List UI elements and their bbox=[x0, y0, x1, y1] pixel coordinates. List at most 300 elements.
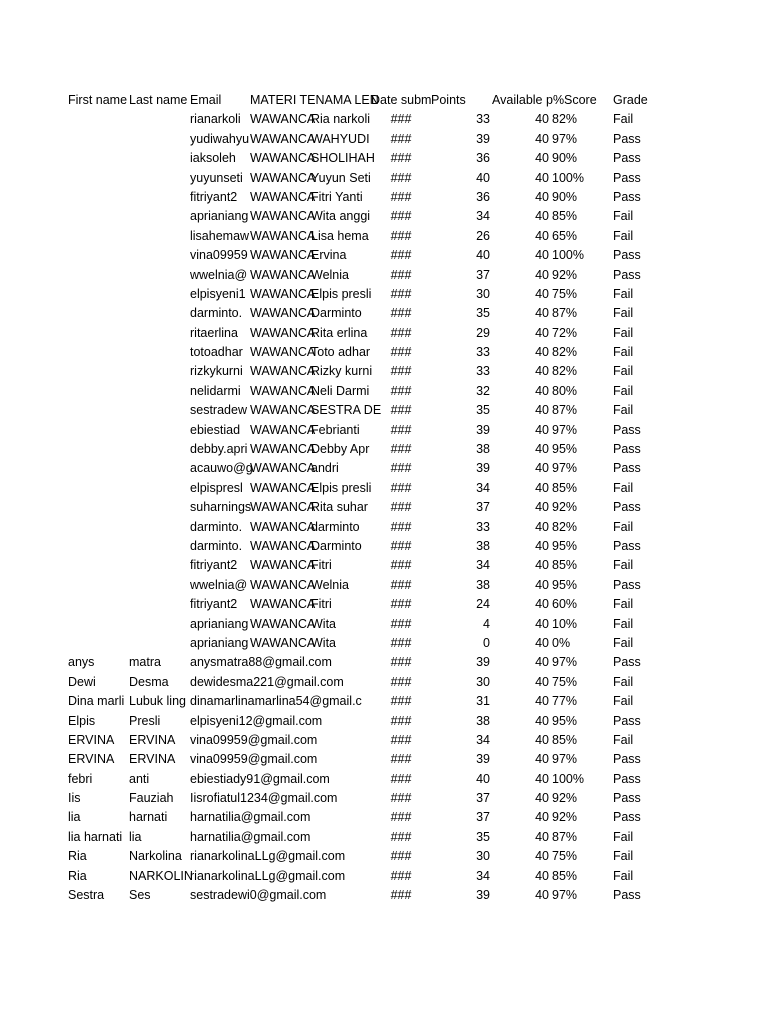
cell-points[interactable]: 37 bbox=[476, 791, 490, 806]
header-last-name[interactable]: Last name bbox=[129, 93, 188, 107]
cell-materi[interactable]: WAWANCA bbox=[250, 422, 316, 437]
cell-materi[interactable]: WAWANCA bbox=[250, 267, 316, 282]
cell-grade[interactable]: Fail bbox=[613, 112, 634, 127]
cell-materi[interactable]: WAWANCA bbox=[250, 538, 316, 553]
cell-available-points[interactable]: 40 bbox=[535, 752, 549, 767]
cell-points[interactable]: 24 bbox=[476, 597, 490, 612]
cell-score-percent[interactable]: 75% bbox=[552, 849, 578, 864]
cell-last-name[interactable]: Lubuk ling bbox=[129, 694, 186, 709]
cell-email[interactable]: nelidarmi bbox=[190, 383, 241, 398]
cell-date-submitted[interactable]: ### bbox=[390, 577, 412, 592]
cell-score-percent[interactable]: 100% bbox=[552, 771, 584, 786]
cell-score-percent[interactable]: 65% bbox=[552, 228, 578, 243]
cell-email[interactable]: aprianiang bbox=[190, 635, 249, 650]
cell-score-percent[interactable]: 75% bbox=[552, 286, 578, 301]
cell-nama-lengkap[interactable]: SHOLIHAH bbox=[311, 151, 375, 166]
cell-nama-lengkap[interactable]: WAHYUDI bbox=[311, 131, 370, 146]
cell-first-name[interactable]: Ria bbox=[68, 849, 87, 864]
cell-score-percent[interactable]: 92% bbox=[552, 810, 578, 825]
cell-points[interactable]: 4 bbox=[483, 616, 490, 631]
cell-available-points[interactable]: 40 bbox=[535, 713, 549, 728]
cell-last-name[interactable]: lia bbox=[129, 829, 142, 844]
header-materi[interactable]: MATERI TENAMA LEN bbox=[250, 93, 379, 107]
cell-available-points[interactable]: 40 bbox=[535, 849, 549, 864]
cell-date-submitted[interactable]: ### bbox=[390, 888, 412, 903]
cell-grade[interactable]: Pass bbox=[613, 655, 641, 670]
cell-date-submitted[interactable]: ### bbox=[390, 752, 412, 767]
cell-email[interactable]: Iisrofiatul1234@gmail.com bbox=[190, 791, 338, 806]
cell-materi[interactable]: WAWANCA bbox=[250, 228, 316, 243]
cell-date-submitted[interactable]: ### bbox=[390, 364, 412, 379]
cell-score-percent[interactable]: 85% bbox=[552, 480, 578, 495]
cell-points[interactable]: 34 bbox=[476, 732, 490, 747]
cell-email[interactable]: vina09959@gmail.com bbox=[190, 732, 318, 747]
cell-available-points[interactable]: 40 bbox=[535, 325, 549, 340]
cell-email[interactable]: totoadhar bbox=[190, 345, 243, 360]
cell-points[interactable]: 39 bbox=[476, 888, 490, 903]
cell-points[interactable]: 30 bbox=[476, 674, 490, 689]
cell-first-name[interactable]: febri bbox=[68, 771, 93, 786]
cell-first-name[interactable]: Ria bbox=[68, 868, 87, 883]
cell-points[interactable]: 38 bbox=[476, 538, 490, 553]
cell-last-name[interactable]: Ses bbox=[129, 888, 151, 903]
cell-email[interactable]: wwelnia@ bbox=[190, 577, 248, 592]
cell-materi[interactable]: WAWANCA bbox=[250, 519, 316, 534]
cell-date-submitted[interactable]: ### bbox=[390, 325, 412, 340]
cell-date-submitted[interactable]: ### bbox=[390, 345, 412, 360]
cell-grade[interactable]: Pass bbox=[613, 248, 641, 263]
cell-available-points[interactable]: 40 bbox=[535, 112, 549, 127]
cell-materi[interactable]: WAWANCA bbox=[250, 403, 316, 418]
cell-points[interactable]: 30 bbox=[476, 286, 490, 301]
header-first-name[interactable]: First name bbox=[68, 93, 128, 107]
cell-nama-lengkap[interactable]: Febrianti bbox=[311, 422, 360, 437]
cell-grade[interactable]: Pass bbox=[613, 131, 641, 146]
cell-email[interactable]: darminto. bbox=[190, 306, 243, 321]
cell-score-percent[interactable]: 97% bbox=[552, 752, 578, 767]
cell-email[interactable]: sestradewi0@gmail.com bbox=[190, 888, 327, 903]
cell-email[interactable]: rianarkoli bbox=[190, 112, 241, 127]
cell-score-percent[interactable]: 72% bbox=[552, 325, 578, 340]
cell-nama-lengkap[interactable]: andri bbox=[311, 461, 339, 476]
cell-grade[interactable]: Fail bbox=[613, 868, 634, 883]
cell-score-percent[interactable]: 60% bbox=[552, 597, 578, 612]
cell-nama-lengkap[interactable]: Darminto bbox=[311, 538, 362, 553]
cell-first-name[interactable]: ERVINA bbox=[68, 752, 115, 767]
cell-date-submitted[interactable]: ### bbox=[390, 306, 412, 321]
cell-email[interactable]: vina09959@gmail.com bbox=[190, 752, 318, 767]
cell-email[interactable]: elpispresl bbox=[190, 480, 243, 495]
cell-available-points[interactable]: 40 bbox=[535, 635, 549, 650]
cell-points[interactable]: 37 bbox=[476, 500, 490, 515]
cell-points[interactable]: 40 bbox=[476, 170, 490, 185]
cell-date-submitted[interactable]: ### bbox=[390, 422, 412, 437]
cell-points[interactable]: 33 bbox=[476, 364, 490, 379]
cell-available-points[interactable]: 40 bbox=[535, 461, 549, 476]
cell-last-name[interactable]: NARKOLIN bbox=[129, 868, 193, 883]
cell-available-points[interactable]: 40 bbox=[535, 286, 549, 301]
cell-nama-lengkap[interactable]: Fitri Yanti bbox=[311, 189, 363, 204]
cell-grade[interactable]: Pass bbox=[613, 267, 641, 282]
cell-grade[interactable]: Fail bbox=[613, 616, 634, 631]
cell-points[interactable]: 34 bbox=[476, 209, 490, 224]
header-available-points[interactable] bbox=[492, 91, 572, 110]
cell-nama-lengkap[interactable]: Elpis presli bbox=[311, 480, 372, 495]
cell-last-name[interactable]: anti bbox=[129, 771, 150, 786]
cell-nama-lengkap[interactable]: Rizky kurni bbox=[311, 364, 373, 379]
cell-nama-lengkap[interactable]: Rita erlina bbox=[311, 325, 368, 340]
cell-date-submitted[interactable]: ### bbox=[390, 383, 412, 398]
cell-grade[interactable]: Pass bbox=[613, 422, 641, 437]
cell-available-points[interactable]: 40 bbox=[535, 577, 549, 592]
cell-score-percent[interactable]: 97% bbox=[552, 461, 578, 476]
cell-grade[interactable]: Fail bbox=[613, 286, 634, 301]
cell-grade[interactable]: Pass bbox=[613, 888, 641, 903]
cell-available-points[interactable]: 40 bbox=[535, 500, 549, 515]
cell-date-submitted[interactable]: ### bbox=[390, 791, 412, 806]
cell-email[interactable]: rizkykurni bbox=[190, 364, 243, 379]
cell-date-submitted[interactable]: ### bbox=[390, 597, 412, 612]
cell-points[interactable]: 37 bbox=[476, 810, 490, 825]
cell-nama-lengkap[interactable]: Welnia bbox=[311, 577, 349, 592]
cell-date-submitted[interactable]: ### bbox=[390, 461, 412, 476]
cell-score-percent[interactable]: 90% bbox=[552, 151, 578, 166]
cell-materi[interactable]: WAWANCA bbox=[250, 364, 316, 379]
cell-points[interactable]: 33 bbox=[476, 345, 490, 360]
cell-points[interactable]: 36 bbox=[476, 151, 490, 166]
cell-date-submitted[interactable]: ### bbox=[390, 170, 412, 185]
cell-last-name[interactable]: matra bbox=[129, 655, 161, 670]
cell-available-points[interactable]: 40 bbox=[535, 383, 549, 398]
header-score[interactable]: Score bbox=[564, 93, 597, 107]
cell-grade[interactable]: Pass bbox=[613, 189, 641, 204]
cell-email[interactable]: darminto. bbox=[190, 519, 243, 534]
cell-available-points[interactable]: 40 bbox=[535, 868, 549, 883]
cell-nama-lengkap[interactable]: Darminto bbox=[311, 306, 362, 321]
cell-grade[interactable]: Pass bbox=[613, 577, 641, 592]
cell-grade[interactable]: Pass bbox=[613, 461, 641, 476]
cell-score-percent[interactable]: 87% bbox=[552, 403, 578, 418]
cell-last-name[interactable]: Presli bbox=[129, 713, 161, 728]
cell-materi[interactable]: WAWANCA bbox=[250, 577, 316, 592]
cell-available-points[interactable]: 40 bbox=[535, 732, 549, 747]
cell-score-percent[interactable]: 97% bbox=[552, 131, 578, 146]
cell-score-percent[interactable]: 100% bbox=[552, 170, 584, 185]
cell-available-points[interactable]: 40 bbox=[535, 674, 549, 689]
cell-available-points[interactable]: 40 bbox=[535, 248, 549, 263]
cell-email[interactable]: yudiwahyu bbox=[190, 131, 250, 146]
cell-email[interactable]: yuyunseti bbox=[190, 170, 243, 185]
cell-materi[interactable]: WAWANCA bbox=[250, 170, 316, 185]
cell-materi[interactable]: WAWANCA bbox=[250, 461, 316, 476]
cell-available-points[interactable]: 40 bbox=[535, 519, 549, 534]
cell-email[interactable]: rianarkolinaLLg@gmail.com bbox=[190, 849, 346, 864]
cell-points[interactable]: 34 bbox=[476, 480, 490, 495]
cell-first-name[interactable]: ERVINA bbox=[68, 732, 115, 747]
cell-score-percent[interactable]: 92% bbox=[552, 500, 578, 515]
cell-nama-lengkap[interactable]: Ria narkoli bbox=[311, 112, 371, 127]
cell-score-percent[interactable]: 97% bbox=[552, 422, 578, 437]
header-email[interactable]: Email bbox=[190, 93, 222, 107]
cell-last-name[interactable]: ERVINA bbox=[129, 732, 176, 747]
cell-points[interactable]: 38 bbox=[476, 713, 490, 728]
cell-email[interactable]: iaksoleh bbox=[190, 151, 236, 166]
cell-date-submitted[interactable]: ### bbox=[390, 519, 412, 534]
cell-last-name[interactable]: Narkolina bbox=[129, 849, 182, 864]
cell-email[interactable]: ritaerlina bbox=[190, 325, 238, 340]
cell-score-percent[interactable]: 92% bbox=[552, 791, 578, 806]
cell-grade[interactable]: Fail bbox=[613, 558, 634, 573]
cell-nama-lengkap[interactable]: Wita anggi bbox=[311, 209, 371, 224]
cell-email[interactable]: sestradew bbox=[190, 403, 247, 418]
cell-nama-lengkap[interactable]: Ervina bbox=[311, 248, 347, 263]
cell-first-name[interactable]: anys bbox=[68, 655, 95, 670]
cell-date-submitted[interactable]: ### bbox=[390, 868, 412, 883]
cell-email[interactable]: rianarkolinaLLg@gmail.com bbox=[190, 868, 346, 883]
cell-score-percent[interactable]: 95% bbox=[552, 538, 578, 553]
cell-email[interactable]: elpisyeni1 bbox=[190, 286, 246, 301]
cell-grade[interactable]: Pass bbox=[613, 752, 641, 767]
cell-nama-lengkap[interactable]: Neli Darmi bbox=[311, 383, 370, 398]
cell-email[interactable]: fitriyant2 bbox=[190, 558, 238, 573]
cell-materi[interactable]: WAWANCA bbox=[250, 248, 316, 263]
cell-score-percent[interactable]: 85% bbox=[552, 209, 578, 224]
cell-date-submitted[interactable]: ### bbox=[390, 771, 412, 786]
cell-email[interactable]: debby.apri bbox=[190, 442, 248, 457]
cell-grade[interactable]: Pass bbox=[613, 442, 641, 457]
cell-email[interactable]: darminto. bbox=[190, 538, 243, 553]
cell-email[interactable]: harnatilia@gmail.com bbox=[190, 810, 311, 825]
cell-materi[interactable]: WAWANCA bbox=[250, 597, 316, 612]
cell-score-percent[interactable]: 80% bbox=[552, 383, 578, 398]
cell-score-percent[interactable]: 85% bbox=[552, 732, 578, 747]
cell-score-percent[interactable]: 87% bbox=[552, 829, 578, 844]
cell-points[interactable]: 31 bbox=[476, 694, 490, 709]
cell-available-points[interactable]: 40 bbox=[535, 189, 549, 204]
cell-available-points[interactable]: 40 bbox=[535, 694, 549, 709]
cell-date-submitted[interactable]: ### bbox=[390, 810, 412, 825]
cell-points[interactable]: 37 bbox=[476, 267, 490, 282]
cell-nama-lengkap[interactable]: Elpis presli bbox=[311, 286, 372, 301]
cell-date-submitted[interactable]: ### bbox=[390, 131, 412, 146]
cell-last-name[interactable]: Fauziah bbox=[129, 791, 174, 806]
cell-available-points[interactable]: 40 bbox=[535, 771, 549, 786]
cell-points[interactable]: 35 bbox=[476, 403, 490, 418]
cell-email[interactable]: ebiestiady91@gmail.com bbox=[190, 771, 330, 786]
cell-date-submitted[interactable]: ### bbox=[390, 286, 412, 301]
cell-date-submitted[interactable]: ### bbox=[390, 694, 412, 709]
cell-date-submitted[interactable]: ### bbox=[390, 189, 412, 204]
cell-first-name[interactable]: Dina marli bbox=[68, 694, 125, 709]
cell-materi[interactable]: WAWANCA bbox=[250, 151, 316, 166]
cell-email[interactable]: anysmatra88@gmail.com bbox=[190, 655, 332, 670]
cell-grade[interactable]: Fail bbox=[613, 694, 634, 709]
cell-materi[interactable]: WAWANCA bbox=[250, 442, 316, 457]
cell-grade[interactable]: Pass bbox=[613, 713, 641, 728]
cell-available-points[interactable]: 40 bbox=[535, 888, 549, 903]
cell-last-name[interactable]: ERVINA bbox=[129, 752, 176, 767]
cell-email[interactable]: fitriyant2 bbox=[190, 189, 238, 204]
cell-available-points[interactable]: 40 bbox=[535, 209, 549, 224]
cell-available-points[interactable]: 40 bbox=[535, 151, 549, 166]
cell-email[interactable]: ebiestiad bbox=[190, 422, 241, 437]
cell-nama-lengkap[interactable]: Wita bbox=[311, 635, 336, 650]
cell-points[interactable]: 39 bbox=[476, 131, 490, 146]
cell-points[interactable]: 39 bbox=[476, 422, 490, 437]
cell-date-submitted[interactable]: ### bbox=[390, 403, 412, 418]
cell-score-percent[interactable]: 85% bbox=[552, 558, 578, 573]
cell-last-name[interactable]: harnati bbox=[129, 810, 168, 825]
cell-points[interactable]: 0 bbox=[483, 635, 490, 650]
cell-grade[interactable]: Fail bbox=[613, 383, 634, 398]
cell-score-percent[interactable]: 10% bbox=[552, 616, 578, 631]
cell-date-submitted[interactable]: ### bbox=[390, 267, 412, 282]
cell-materi[interactable]: WAWANCA bbox=[250, 286, 316, 301]
cell-grade[interactable]: Fail bbox=[613, 306, 634, 321]
cell-score-percent[interactable]: 97% bbox=[552, 655, 578, 670]
cell-points[interactable]: 33 bbox=[476, 112, 490, 127]
cell-points[interactable]: 38 bbox=[476, 577, 490, 592]
cell-date-submitted[interactable]: ### bbox=[390, 849, 412, 864]
cell-date-submitted[interactable]: ### bbox=[390, 635, 412, 650]
cell-points[interactable]: 36 bbox=[476, 189, 490, 204]
cell-date-submitted[interactable]: ### bbox=[390, 151, 412, 166]
cell-first-name[interactable]: Elpis bbox=[68, 713, 96, 728]
cell-grade[interactable]: Pass bbox=[613, 538, 641, 553]
cell-email[interactable]: lisahemaw bbox=[190, 228, 250, 243]
cell-materi[interactable]: WAWANCA bbox=[250, 480, 316, 495]
cell-materi[interactable]: WAWANCA bbox=[250, 306, 316, 321]
cell-date-submitted[interactable]: ### bbox=[390, 616, 412, 631]
cell-email[interactable]: dewidesma221@gmail.com bbox=[190, 674, 344, 689]
cell-grade[interactable]: Fail bbox=[613, 228, 634, 243]
cell-available-points[interactable]: 40 bbox=[535, 616, 549, 631]
cell-available-points[interactable]: 40 bbox=[535, 655, 549, 670]
cell-available-points[interactable]: 40 bbox=[535, 364, 549, 379]
cell-score-percent[interactable]: 95% bbox=[552, 713, 578, 728]
cell-grade[interactable]: Pass bbox=[613, 810, 641, 825]
cell-date-submitted[interactable]: ### bbox=[390, 655, 412, 670]
cell-score-percent[interactable]: 95% bbox=[552, 442, 578, 457]
cell-date-submitted[interactable]: ### bbox=[390, 713, 412, 728]
cell-score-percent[interactable]: 82% bbox=[552, 345, 578, 360]
cell-points[interactable]: 34 bbox=[476, 558, 490, 573]
cell-last-name[interactable]: Desma bbox=[129, 674, 169, 689]
cell-grade[interactable]: Fail bbox=[613, 635, 634, 650]
cell-materi[interactable]: WAWANCA bbox=[250, 500, 316, 515]
cell-grade[interactable]: Fail bbox=[613, 674, 634, 689]
cell-grade[interactable]: Fail bbox=[613, 849, 634, 864]
cell-grade[interactable]: Pass bbox=[613, 151, 641, 166]
cell-available-points[interactable]: 40 bbox=[535, 558, 549, 573]
cell-email[interactable]: harnatilia@gmail.com bbox=[190, 829, 311, 844]
cell-points[interactable]: 39 bbox=[476, 461, 490, 476]
cell-points[interactable]: 40 bbox=[476, 771, 490, 786]
cell-date-submitted[interactable]: ### bbox=[390, 500, 412, 515]
cell-score-percent[interactable]: 90% bbox=[552, 189, 578, 204]
cell-date-submitted[interactable]: ### bbox=[390, 829, 412, 844]
cell-date-submitted[interactable]: ### bbox=[390, 674, 412, 689]
cell-score-percent[interactable]: 82% bbox=[552, 519, 578, 534]
cell-available-points[interactable]: 40 bbox=[535, 422, 549, 437]
cell-available-points[interactable]: 40 bbox=[535, 403, 549, 418]
cell-date-submitted[interactable]: ### bbox=[390, 228, 412, 243]
cell-points[interactable]: 26 bbox=[476, 228, 490, 243]
cell-available-points[interactable]: 40 bbox=[535, 345, 549, 360]
cell-email[interactable]: vina09959 bbox=[190, 248, 248, 263]
cell-first-name[interactable]: Dewi bbox=[68, 674, 96, 689]
cell-available-points[interactable]: 40 bbox=[535, 810, 549, 825]
cell-score-percent[interactable]: 82% bbox=[552, 364, 578, 379]
cell-grade[interactable]: Pass bbox=[613, 500, 641, 515]
cell-nama-lengkap[interactable]: Debby Apr bbox=[311, 442, 370, 457]
cell-grade[interactable]: Pass bbox=[613, 771, 641, 786]
cell-materi[interactable]: WAWANCA bbox=[250, 209, 316, 224]
cell-score-percent[interactable]: 82% bbox=[552, 112, 578, 127]
cell-points[interactable]: 34 bbox=[476, 868, 490, 883]
cell-grade[interactable]: Fail bbox=[613, 403, 634, 418]
cell-nama-lengkap[interactable]: SESTRA DE bbox=[311, 403, 382, 418]
cell-available-points[interactable]: 40 bbox=[535, 442, 549, 457]
cell-materi[interactable]: WAWANCA bbox=[250, 558, 316, 573]
cell-score-percent[interactable]: 0% bbox=[552, 635, 571, 650]
cell-date-submitted[interactable]: ### bbox=[390, 209, 412, 224]
cell-grade[interactable]: Fail bbox=[613, 732, 634, 747]
cell-materi[interactable]: WAWANCA bbox=[250, 616, 316, 631]
cell-nama-lengkap[interactable]: Wita bbox=[311, 616, 336, 631]
cell-grade[interactable]: Fail bbox=[613, 597, 634, 612]
cell-points[interactable]: 38 bbox=[476, 442, 490, 457]
cell-first-name[interactable]: Iis bbox=[68, 791, 81, 806]
cell-nama-lengkap[interactable]: Rita suhar bbox=[311, 500, 368, 515]
cell-email[interactable]: suharnings bbox=[190, 500, 252, 515]
cell-date-submitted[interactable]: ### bbox=[390, 538, 412, 553]
cell-available-points[interactable]: 40 bbox=[535, 306, 549, 321]
cell-email[interactable]: fitriyant2 bbox=[190, 597, 238, 612]
cell-date-submitted[interactable]: ### bbox=[390, 732, 412, 747]
cell-email[interactable]: dinamarlinamarlina54@gmail.c bbox=[190, 694, 362, 709]
cell-grade[interactable]: Fail bbox=[613, 480, 634, 495]
cell-points[interactable]: 33 bbox=[476, 519, 490, 534]
cell-points[interactable]: 40 bbox=[476, 248, 490, 263]
cell-score-percent[interactable]: 97% bbox=[552, 888, 578, 903]
cell-available-points[interactable]: 40 bbox=[535, 170, 549, 185]
cell-email[interactable]: aprianiang bbox=[190, 616, 249, 631]
cell-first-name[interactable]: lia harnati bbox=[68, 829, 123, 844]
cell-materi[interactable]: WAWANCA bbox=[250, 131, 316, 146]
cell-date-submitted[interactable]: ### bbox=[390, 480, 412, 495]
cell-points[interactable]: 35 bbox=[476, 829, 490, 844]
cell-date-submitted[interactable]: ### bbox=[390, 558, 412, 573]
cell-available-points[interactable]: 40 bbox=[535, 597, 549, 612]
cell-nama-lengkap[interactable]: Fitri bbox=[311, 597, 332, 612]
cell-points[interactable]: 30 bbox=[476, 849, 490, 864]
cell-grade[interactable]: Pass bbox=[613, 791, 641, 806]
cell-score-percent[interactable]: 92% bbox=[552, 267, 578, 282]
cell-score-percent[interactable]: 75% bbox=[552, 674, 578, 689]
cell-date-submitted[interactable]: ### bbox=[390, 442, 412, 457]
cell-email[interactable]: wwelnia@ bbox=[190, 267, 248, 282]
cell-materi[interactable]: WAWANCA bbox=[250, 325, 316, 340]
header-date-submitted[interactable]: Date subm bbox=[371, 93, 432, 107]
cell-score-percent[interactable]: 85% bbox=[552, 868, 578, 883]
cell-score-percent[interactable]: 87% bbox=[552, 306, 578, 321]
cell-date-submitted[interactable]: ### bbox=[390, 248, 412, 263]
cell-available-points[interactable]: 40 bbox=[535, 829, 549, 844]
cell-grade[interactable]: Fail bbox=[613, 519, 634, 534]
cell-score-percent[interactable]: 95% bbox=[552, 577, 578, 592]
cell-available-points[interactable]: 40 bbox=[535, 228, 549, 243]
